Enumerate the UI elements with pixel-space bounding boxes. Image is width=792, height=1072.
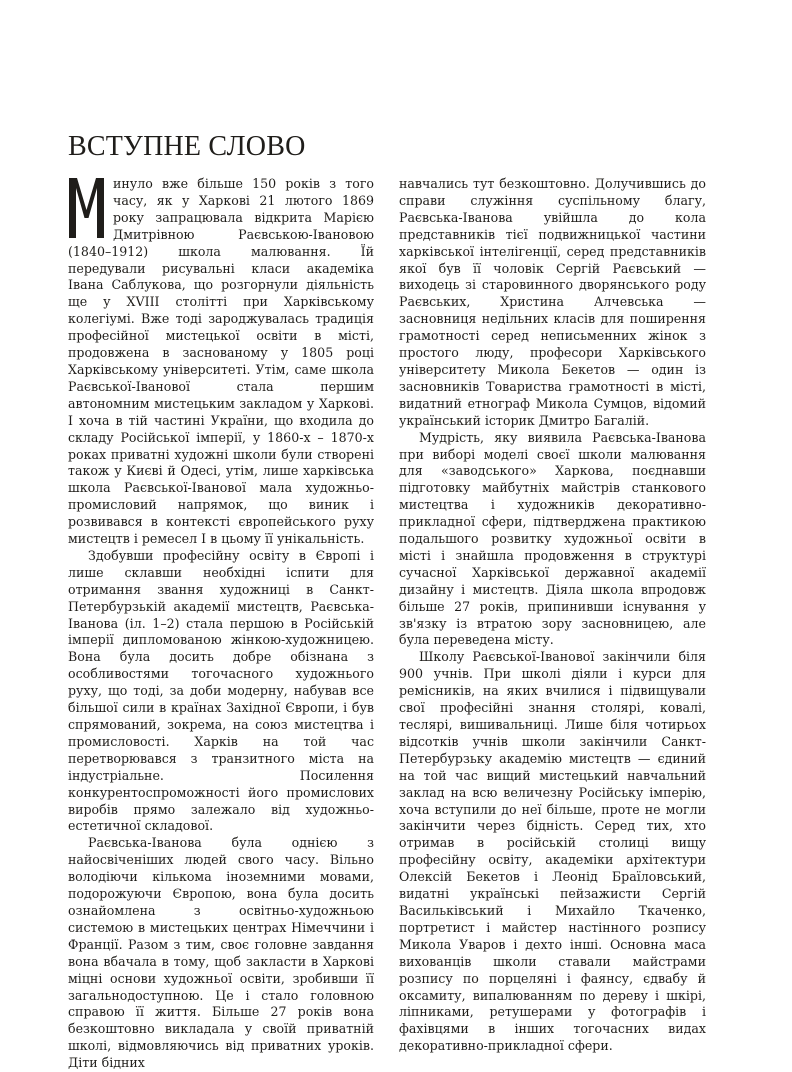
paragraph-5: Мудрість, яку виявила Раєвська-Іванова при виборі моделі своєї школи малювання для «заводського» Харкова, поєднавши підготовку майбутніх майстрів станкового мистецтва і художників декоративно-прикладної сфери, підтверджена практикою подальшого розвитку художньої освіти в місті і знайшла продовження в структурі сучасної Харківської державної академії дизайну і мистецтв. Діяла школа впродовж більше 27 років, припинивши існування у зв'язку із втратою зору засновницею, але була переведена місту.: [399, 429, 706, 648]
paragraph-1: [68, 176, 374, 548]
drop-cap-letter: [67, 176, 106, 240]
drop-cap-glyph: [67, 176, 106, 240]
paragraph-2: Здобувши професійну освіту в Європі і лише склавши необхідні іспити для отримання звання художниці в Санкт-Петербурзькій академії мистецтв, Раєвська-Іванова (іл. 1–2) стала першою в Російській імперії дипломованою жінкою-художницею. Вона була досить добре обізнана з особливостями тогочасного художнього руху, що тоді, за доби модерну, набував все більшої сили в країнах Західної Європи, і був спрямований, зокрема, на союз мистецтва і промисловості. Харків на той час перетворювався з транзитного міста на індустріальне. Посилення конкурентоспроможності його промислових виробів прямо залежало від художньо-естетичної складової.: [68, 547, 374, 834]
paragraph-1-text: инуло вже більше 150 років з того часу, як у Харкові 21 лютого 1869 року запрацювала відкрита Марією Дмитрівною Раєвською-Івановою (1840–1912) школа малювання. Їй передували рисувальні класи академіка Івана Саблукова, що розгорнули діяльність ще у XVIII столітті при Харківському колегіумі. Вже тоді зароджувалась традиція професійної мистецької освіти в місті, продовжена в заснованому у 1805 році Харківському університеті. Утім, саме школа Раєвської-Іванової стала першим автономним мистецьким закладом у Харкові. І хоча в тій частині України, що входила до складу Російської імперії, у 1860-х – 1870-х роках приватні художні школи були створені також у Києві й Одесі, утім, лише харківська школа Раєвської-Іванової мала художньо-промисловий напрямок, що виник і розвивався в контексті європейського руху мистецтв і ремесел І в цьому її унікальність.: [68, 176, 374, 547]
paragraph-6: Школу Раєвської-Іванової закінчили біля 900 учнів. При школі діяли і курси для ремісників, на яких вчилися і підвищували свої професійні знання столярі, ковалі, теслярі, вишивальниці. Лише біля чотирьох відсотків учнів школи закінчили Санкт-Петербурзьку академію мистецтв — єдиний на той час вищий мистецький навчальний заклад на всю величезну Російську імперію, хоча вступили до неї більше, проте не могли закінчити через бідність. Серед тих, хто отримав в російській столиці вищу професійну освіту, академіки архітектури Олексій Бекетов і Леонід Браїловський, видатні українські пейзажисти Сергій Васильківський і Михайло Ткаченко, портретист і майстер настінного розпису Микола Уваров і дехто інші. Основна маса вихованців школи ставали майстрами розпису по порцеляні і фаянсу, єдвабу й оксамиту, випалюванням по дереву і шкірі, ліпниками, ретушерами у фотографів і фахівцями в інших тогочасних видах декоративно-прикладної сфери.: [399, 649, 706, 1054]
text-column-left: [68, 176, 374, 1072]
paragraph-4: навчались тут безкоштовно. Долучившись до справи служіння суспільному благу, Раєвська-Іванова увійшла до кола представників тієї подвижницької частини харківської інтелігенції, серед представників якої був її чоловік Сергій Раєвський — виходець зі старовинного дворянського роду Раєвських, Христина Алчевська — засновниця недільних класів для поширення грамотності серед неписьменних жінок з простого люду, професори Харківського університету Микола Бекетов — один із засновників Товариства грамотності в місті, видатний етнограф Микола Сумцов, відомий український історик Дмитро Багалій.: [399, 176, 706, 428]
page-title: ВСТУПНЕ СЛОВО: [68, 130, 306, 162]
paragraph-3: Раєвська-Іванова була однією з найосвіченіших людей свого часу. Вільно володіючи кількома іноземними мовами, подорожуючи Європою, вона була досить ознайомлена з освітньо-художньою системою в мистецьких центрах Німеччини і Франції. Разом з тим, своє головне завдання вона вбачала в тому, щоб закласти в Харкові міцні основи художньої освіти, зробивши її загальнодоступною. Це і стало головною справою її життя. Більше 27 років вона безкоштовно викладала у своїй приватній школі, відмовляючись від приватних уроків. Діти бідних: [68, 835, 374, 1071]
text-column-right: [399, 176, 706, 1055]
